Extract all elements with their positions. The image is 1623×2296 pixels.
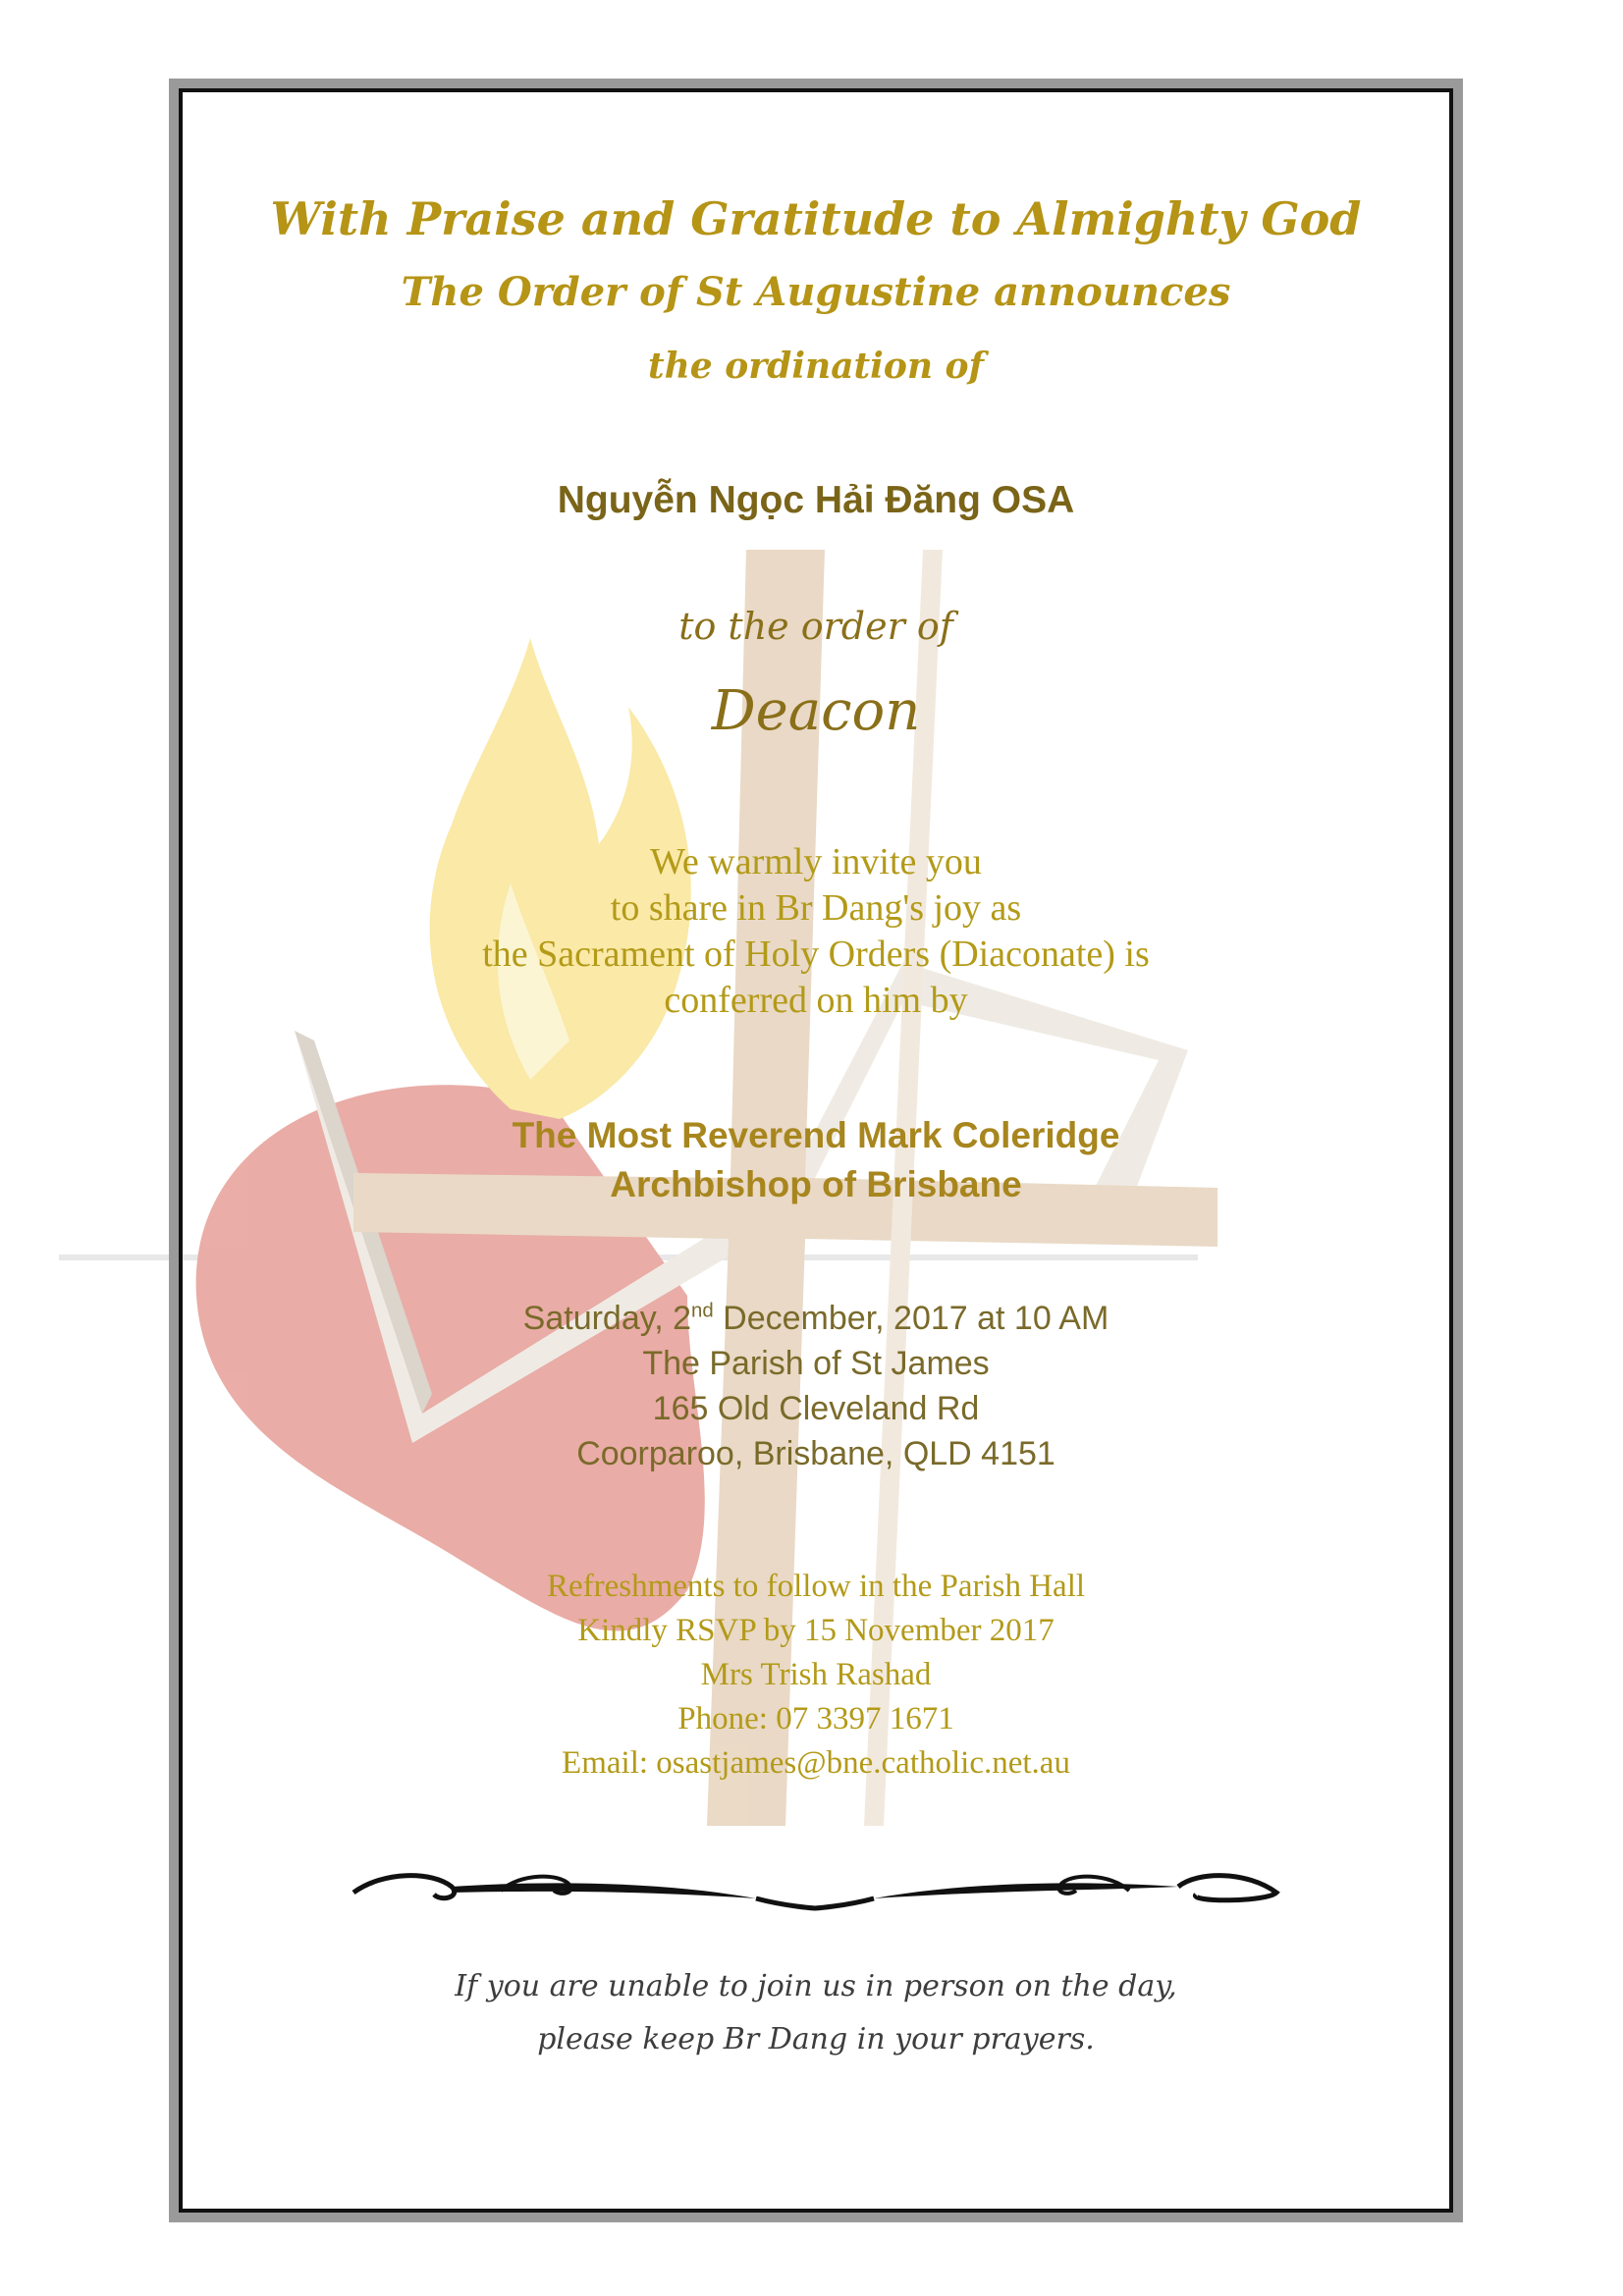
- invitation-line-3: the Sacrament of Holy Orders (Diaconate) is: [482, 934, 1150, 975]
- celebrant-title: Archbishop of Brisbane: [610, 1164, 1022, 1204]
- invitation-card: [187, 94, 1445, 2205]
- rsvp-phone: Phone: 07 3397 1671: [677, 1701, 954, 1736]
- event-date: [187, 1300, 1445, 1338]
- heading-line-1: With Praise and Gratitude to Almighty God: [270, 192, 1362, 245]
- event-date-ordinal: nd: [691, 1300, 714, 1322]
- invitation-line-1: We warmly invite you: [650, 841, 982, 882]
- ornamental-divider: [344, 1851, 1286, 1930]
- event-venue: The Parish of St James: [642, 1345, 990, 1382]
- event-street: 165 Old Cleveland Rd: [652, 1390, 980, 1427]
- rsvp-email: Email: osastjames@bne.catholic.net.au: [562, 1745, 1070, 1781]
- celebrant-name: The Most Reverend Mark Coleridge: [512, 1115, 1120, 1155]
- rsvp-line-2: Kindly RSVP by 15 November 2017: [577, 1613, 1055, 1648]
- event-locality: Coorparoo, Brisbane, QLD 4151: [576, 1435, 1055, 1472]
- invitation-line-4: conferred on him by: [664, 980, 968, 1021]
- rsvp-line-1: Refreshments to follow in the Parish Hall: [546, 1569, 1086, 1604]
- invitation-line-2: to share in Br Dang's joy as: [610, 887, 1022, 929]
- event-date-rest: December, 2017 at 10 AM: [713, 1300, 1109, 1337]
- heading-line-2: The Order of St Augustine announces: [401, 269, 1231, 315]
- ordinand-name: Nguyễn Ngọc Hải Đăng OSA: [557, 479, 1075, 521]
- heading-line-3: the ordination of: [647, 346, 985, 387]
- order-prefix: to the order of: [678, 605, 953, 648]
- order-title: Deacon: [711, 679, 921, 743]
- rsvp-contact-name: Mrs Trish Rashad: [700, 1657, 932, 1692]
- footer-line-2: please keep Br Dang in your prayers.: [537, 2022, 1095, 2056]
- footer-line-1: If you are unable to join us in person on the day,: [455, 1969, 1177, 2003]
- event-date-prefix: Saturday, 2: [522, 1300, 692, 1337]
